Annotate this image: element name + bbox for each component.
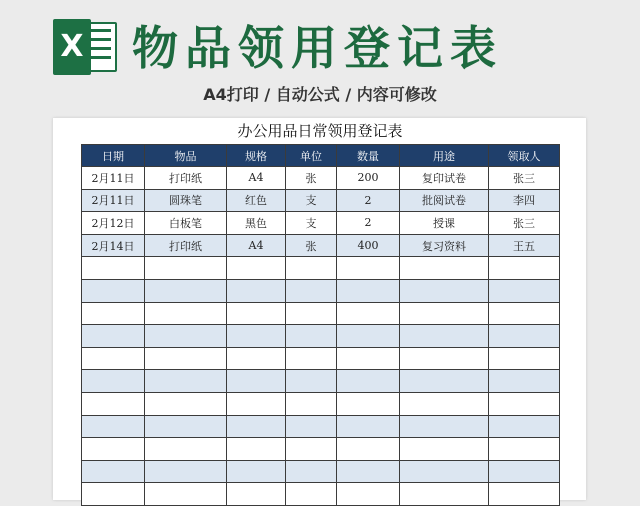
table-cell [489, 460, 560, 483]
table-cell: 李四 [489, 189, 560, 212]
table-cell [337, 257, 400, 280]
table-cell [337, 347, 400, 370]
table-cell [82, 460, 145, 483]
page-title: 物品领用登记表 [132, 21, 503, 75]
table-row [82, 392, 560, 415]
table-cell [337, 302, 400, 325]
table-row [82, 415, 560, 438]
table-cell: A4 [227, 234, 286, 257]
banner [0, 0, 640, 118]
table-cell [337, 370, 400, 393]
table-cell [145, 460, 227, 483]
table-cell: 支 [286, 212, 337, 235]
table-cell [400, 302, 489, 325]
table-cell [145, 483, 227, 506]
table-cell [489, 438, 560, 461]
table-cell: 打印纸 [145, 167, 227, 190]
column-header: 日期 [82, 145, 145, 167]
table-cell [337, 415, 400, 438]
column-header: 物品 [145, 145, 227, 167]
table-cell [337, 460, 400, 483]
table-cell [489, 483, 560, 506]
table-cell [286, 370, 337, 393]
table-cell [400, 392, 489, 415]
table-cell [227, 483, 286, 506]
table-cell [400, 415, 489, 438]
table-cell [82, 325, 145, 348]
table-cell [489, 347, 560, 370]
table-row [82, 189, 560, 212]
table-cell [82, 302, 145, 325]
column-header: 用途 [400, 145, 489, 167]
table-cell [286, 415, 337, 438]
table-cell [145, 370, 227, 393]
excel-icon-grid [89, 29, 111, 65]
sheet-title: 办公用品日常领用登记表 [237, 122, 403, 140]
table-cell [489, 257, 560, 280]
table-cell [489, 415, 560, 438]
table-cell [286, 438, 337, 461]
table-cell [227, 370, 286, 393]
table-cell: 张三 [489, 212, 560, 235]
table-row [82, 370, 560, 393]
table-cell [82, 257, 145, 280]
table-cell [82, 347, 145, 370]
table-cell [82, 370, 145, 393]
table-cell [286, 483, 337, 506]
table-cell [145, 279, 227, 302]
table-row [82, 483, 560, 506]
table-cell [286, 460, 337, 483]
table-cell [400, 370, 489, 393]
table-cell [489, 279, 560, 302]
column-header: 单位 [286, 145, 337, 167]
table-cell: 200 [337, 167, 400, 190]
table-cell [227, 347, 286, 370]
table-cell: 复印试卷 [400, 167, 489, 190]
table-cell: 张 [286, 167, 337, 190]
table-row [82, 438, 560, 461]
table-cell [400, 347, 489, 370]
table-header-row [82, 145, 560, 167]
table-row [82, 460, 560, 483]
table-cell: 红色 [227, 189, 286, 212]
column-header: 数量 [337, 145, 400, 167]
table-cell [337, 392, 400, 415]
excel-icon [53, 19, 117, 75]
table-cell: 圆珠笔 [145, 189, 227, 212]
table-cell [286, 325, 337, 348]
column-header: 规格 [227, 145, 286, 167]
table-cell [145, 302, 227, 325]
ledger-table [81, 144, 560, 506]
table-cell [227, 460, 286, 483]
table-cell [400, 279, 489, 302]
table-cell: 400 [337, 234, 400, 257]
table-cell [400, 325, 489, 348]
table-cell [227, 438, 286, 461]
table-cell [227, 392, 286, 415]
table-row [82, 302, 560, 325]
table-cell [489, 370, 560, 393]
table-cell [286, 347, 337, 370]
table-cell [145, 438, 227, 461]
table-cell [400, 483, 489, 506]
column-header: 领取人 [489, 145, 560, 167]
table-cell [286, 257, 337, 280]
spreadsheet-preview [53, 118, 586, 500]
table-row [82, 257, 560, 280]
table-cell [337, 325, 400, 348]
table-row [82, 234, 560, 257]
table-cell: 批阅试卷 [400, 189, 489, 212]
table-cell: A4 [227, 167, 286, 190]
table-cell: 2 [337, 189, 400, 212]
table-cell [489, 325, 560, 348]
table-cell [337, 483, 400, 506]
table-cell [286, 279, 337, 302]
table-cell: 王五 [489, 234, 560, 257]
table-cell [400, 257, 489, 280]
table-cell [286, 392, 337, 415]
table-row [82, 167, 560, 190]
table-cell: 张 [286, 234, 337, 257]
table-cell [286, 302, 337, 325]
table-cell [227, 279, 286, 302]
table-row [82, 212, 560, 235]
table-cell [145, 325, 227, 348]
table-body [82, 167, 560, 506]
table-cell [337, 438, 400, 461]
table-cell: 授课 [400, 212, 489, 235]
table-cell [82, 438, 145, 461]
table-cell [227, 257, 286, 280]
table-cell: 支 [286, 189, 337, 212]
table-cell [145, 257, 227, 280]
table-cell [145, 347, 227, 370]
table-cell [337, 279, 400, 302]
table-cell [82, 415, 145, 438]
table-cell: 2月11日 [82, 167, 145, 190]
table-cell: 2月14日 [82, 234, 145, 257]
table-cell [145, 415, 227, 438]
table-row [82, 325, 560, 348]
table-cell: 2 [337, 212, 400, 235]
table-cell: 2月12日 [82, 212, 145, 235]
table-cell [227, 325, 286, 348]
table-cell: 打印纸 [145, 234, 227, 257]
table-cell: 2月11日 [82, 189, 145, 212]
table-cell [227, 415, 286, 438]
table-row [82, 279, 560, 302]
table-cell [82, 279, 145, 302]
table-cell [82, 392, 145, 415]
table-cell [227, 302, 286, 325]
table-cell [400, 438, 489, 461]
table-cell: 黑色 [227, 212, 286, 235]
table-cell [145, 392, 227, 415]
table-row [82, 347, 560, 370]
table-cell: 白板笔 [145, 212, 227, 235]
table-cell: 复习资料 [400, 234, 489, 257]
table-cell [400, 460, 489, 483]
table-cell: 张三 [489, 167, 560, 190]
table-cell [82, 483, 145, 506]
excel-icon-letter: X [53, 19, 91, 75]
table-cell [489, 392, 560, 415]
table-cell [489, 302, 560, 325]
page-subtitle: A4打印 / 自动公式 / 内容可修改 [203, 85, 437, 104]
